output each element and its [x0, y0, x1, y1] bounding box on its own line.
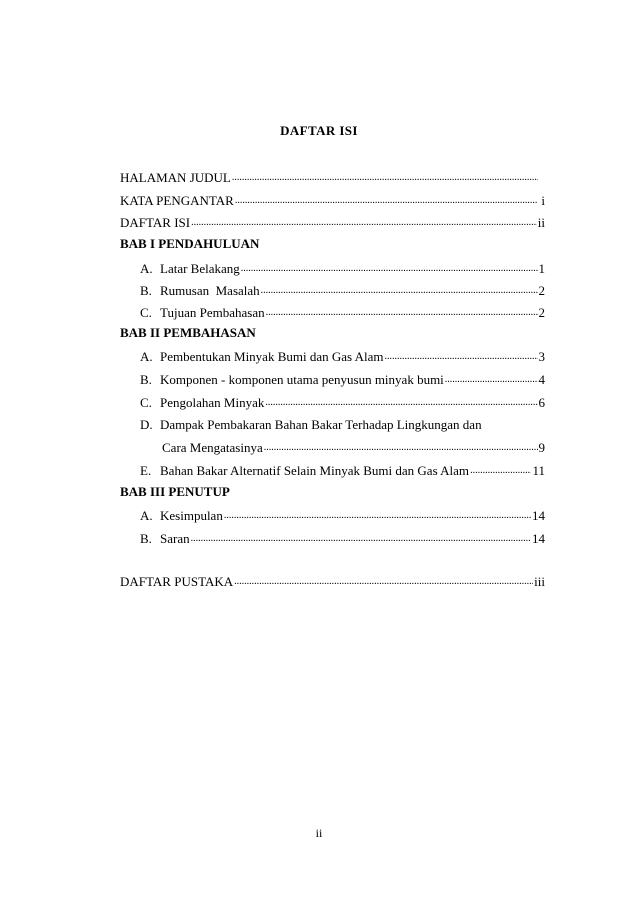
- toc-entry-marker: C.: [140, 305, 152, 320]
- dot-leader: [264, 440, 538, 456]
- toc-entry-page: ii: [537, 215, 545, 230]
- dot-leader: [232, 170, 538, 186]
- toc-entry-daftar-pustaka: [120, 574, 545, 590]
- toc-entry-page: 2: [538, 305, 545, 320]
- toc-entry-page: 11: [532, 463, 545, 478]
- toc-entry-label: DAFTAR PUSTAKA: [120, 574, 234, 589]
- toc-entry-page: 9: [538, 440, 545, 455]
- toc-subentry: [140, 463, 545, 479]
- toc-subentry: [140, 349, 545, 365]
- toc-subentry: [140, 283, 545, 299]
- dot-leader: [234, 574, 533, 590]
- toc-entry-halaman-judul: [120, 170, 545, 186]
- toc-entry-page: iii: [534, 574, 545, 589]
- toc-subentry: [140, 372, 545, 388]
- toc-entry-label: Bahan Bakar Alternatif Selain Minyak Bumi dan Gas Alam: [160, 463, 470, 478]
- toc-entry-label: Tujuan Pembahasan: [160, 305, 265, 320]
- toc-entry-page: i: [541, 193, 545, 208]
- toc-subentry: [140, 305, 545, 321]
- toc-entry-marker: B.: [140, 372, 152, 387]
- toc-entry-page: 14: [532, 531, 545, 546]
- toc-entry-label: DAFTAR ISI: [120, 215, 191, 230]
- toc-entry-label: Pembentukan Minyak Bumi dan Gas Alam: [160, 349, 384, 364]
- toc-entry-label: Pengolahan Minyak: [160, 395, 265, 410]
- chapter-heading-bab-2: BAB II PEMBAHASAN: [120, 325, 256, 340]
- dot-leader: [266, 305, 538, 321]
- toc-entry-page: 1: [538, 261, 545, 276]
- toc-entry-label: HALAMAN JUDUL: [120, 170, 231, 185]
- toc-subentry-continuation: [162, 440, 545, 456]
- toc-entry-marker: E.: [140, 463, 152, 478]
- dot-leader: [191, 215, 537, 231]
- toc-entry-marker: B.: [140, 531, 152, 546]
- toc-subentry: [140, 508, 545, 524]
- dot-leader: [191, 531, 531, 547]
- dot-leader: [445, 372, 538, 388]
- toc-entry-marker: B.: [140, 283, 152, 298]
- dot-leader: [241, 261, 538, 277]
- toc-entry-marker: A.: [140, 261, 153, 276]
- toc-entry-marker: C.: [140, 395, 152, 410]
- toc-entry-daftar-isi: [120, 215, 545, 231]
- toc-entry-page: 6: [538, 395, 545, 410]
- toc-entry-label: Rumusan Masalah: [160, 283, 260, 298]
- chapter-heading-bab-3: BAB III PENUTUP: [120, 484, 230, 499]
- toc-entry-page: 2: [538, 283, 545, 298]
- toc-entry-page: 4: [538, 372, 545, 387]
- dot-leader: [385, 349, 538, 365]
- chapter-heading-bab-1: BAB I PENDAHULUAN: [120, 236, 260, 251]
- toc-subentry-first-line: [140, 417, 545, 433]
- toc-entry-label: Latar Belakang: [160, 261, 240, 276]
- toc-subentry: [140, 395, 545, 411]
- toc-entry-label: Kesimpulan: [160, 508, 223, 523]
- toc-entry-label: Komponen - komponen utama penyusun minyak bumi: [160, 372, 444, 387]
- toc-entry-kata-pengantar: [120, 193, 545, 209]
- toc-entry-label-continuation: Cara Mengatasinya: [162, 440, 263, 455]
- toc-entry-label: Dampak Pembakaran Bahan Bakar Terhadap Lingkungan dan: [160, 417, 482, 432]
- toc-subentry: [140, 261, 545, 277]
- toc-entry-label: KATA PENGANTAR: [120, 193, 234, 208]
- dot-leader: [235, 193, 538, 209]
- dot-leader: [224, 508, 531, 524]
- page-number-footer: ii: [315, 826, 323, 840]
- toc-entry-marker: A.: [140, 508, 153, 523]
- dot-leader: [470, 463, 531, 479]
- toc-entry-page: 14: [532, 508, 545, 523]
- dot-leader: [265, 395, 537, 411]
- page-title: DAFTAR ISI: [280, 123, 358, 138]
- toc-entry-page: 3: [538, 349, 545, 364]
- toc-subentry: [140, 531, 545, 547]
- toc-entry-marker: A.: [140, 349, 153, 364]
- toc-entry-label: Saran: [160, 531, 190, 546]
- dot-leader: [261, 283, 538, 299]
- toc-entry-marker: D.: [140, 417, 153, 432]
